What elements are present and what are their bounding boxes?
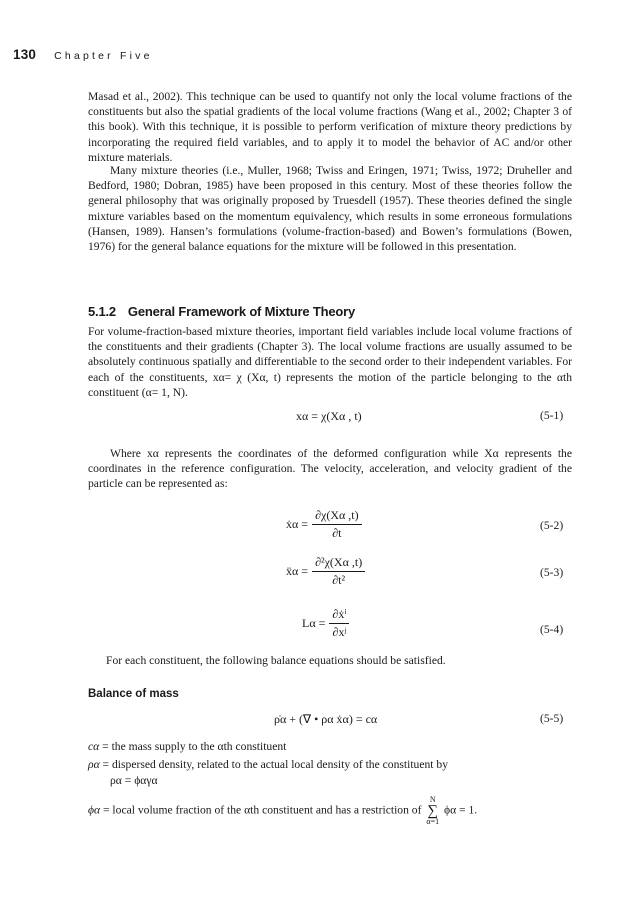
def-symbol-rho: ρα <box>88 758 100 771</box>
eq-5-3-denominator: ∂t² <box>332 573 346 587</box>
section-number: 5.1.2 <box>88 304 116 319</box>
equation-5-2 <box>286 508 362 541</box>
equation-number-5-2: (5-2) <box>540 519 564 532</box>
eq-5-4-fraction <box>329 607 349 640</box>
running-head <box>13 47 153 62</box>
eq-5-3-fraction <box>312 555 365 588</box>
eq-5-2-denominator: ∂t <box>332 526 342 540</box>
definition-volume-fraction <box>88 796 578 826</box>
def-text-phi: = local volume fraction of the αth constituent and has a restriction of <box>100 803 422 817</box>
section-title: General Framework of Mixture Theory <box>127 304 355 319</box>
sum-sigma: ∑ <box>427 803 439 819</box>
summation <box>426 796 439 826</box>
eq-5-2-numerator: ∂χ(Xα ,t) <box>312 508 362 525</box>
definition-dispersed-density <box>88 757 578 772</box>
sum-tail: ϕα = 1. <box>441 803 478 817</box>
eq-5-4-lhs: Lα = <box>302 616 326 630</box>
def-text-c: = the mass supply to the αth constituent <box>99 740 287 753</box>
equation-number-5-1: (5-1) <box>540 409 564 422</box>
equation-5-4 <box>302 607 349 640</box>
paragraph-4: Where xα represents the coordinates of the deformed configuration while Xα represents the coordinates in the reference configuration. The velocity, acceleration, and velocity gradient of the particle can be represented as: <box>88 447 572 491</box>
eq-5-4-numerator: ∂ẋⁱ <box>329 607 349 624</box>
paragraph-5: For each constituent, the following balance equations should be satisfied. <box>106 654 446 667</box>
eq-5-3-numerator: ∂²χ(Xα ,t) <box>312 555 365 572</box>
page-number: 130 <box>13 47 37 62</box>
eq-5-2-lhs: ẋα = <box>286 517 309 531</box>
definition-mass-supply <box>88 739 578 754</box>
subsection-heading: Balance of mass <box>88 688 179 700</box>
chapter-title: Chapter Five <box>54 50 153 62</box>
def-symbol-phi: ϕα <box>88 803 101 817</box>
sum-upper-limit: N <box>429 795 436 804</box>
def-text-rho: = dispersed density, related to the actual local density of the constituent by <box>99 758 449 771</box>
equation-number-5-5: (5-5) <box>540 712 564 725</box>
density-relation-equation: ρα = ϕαγα <box>110 774 158 787</box>
eq-5-2-fraction <box>312 508 362 541</box>
paragraph-3: For volume-fraction-based mixture theories, important field variables include local volume fractions of the constituents and their gradients (Chapter 3). The local volume fractions are usually assumed to be absolutely continuous spatially and differentiable to the second order to their independent variables. For each of the constituents, xα= χ (Xα, t) represents the motion of the particle belonging to the αth constituent (α= 1, N). <box>88 325 572 399</box>
paragraph-1: Masad et al., 2002). This technique can be used to quantify not only the local volume fractions of the constituents but also the spatial gradients of the local volume fractions (Wang et al., 2002; Chapter 3 of this book). With this technique, it is possible to perform verification of mixture theory predictions by incorporating the required field variables, and to apply it to model the behavior of AC and/or other mixture materials. <box>88 90 572 164</box>
paragraph-2: Many mixture theories (i.e., Muller, 1968; Twiss and Eringen, 1971; Twiss, 1972; Druheller and Bedford, 1980; Dobran, 1985) have been proposed in this century. Most of these theories follow the general philosophy that was originally proposed by Truesdell (1957). These theories defined the single mixture variables based on the momentum equivalency, which results in some erroneous formulations (Hansen, 1989). Hansen’s formulations (volume-fraction-based) and Bowen’s formulations (Bowen, 1976) for the general balance equations for the mixture will be followed in this presentation. <box>88 164 572 254</box>
equation-5-5: ρ̇α + (∇ • ρα ẋα) = cα <box>274 712 378 726</box>
eq-5-4-denominator: ∂xʲ <box>332 625 347 639</box>
eq-5-3-lhs: ẍα = <box>286 564 309 578</box>
equation-number-5-3: (5-3) <box>540 566 564 579</box>
section-heading <box>88 304 355 319</box>
equation-5-1: xα = χ(Xα , t) <box>296 409 362 423</box>
equation-5-3 <box>286 555 365 588</box>
equation-number-5-4: (5-4) <box>540 623 564 636</box>
sum-lower-limit: α=1 <box>426 817 440 826</box>
def-symbol-c: cα <box>88 740 100 753</box>
